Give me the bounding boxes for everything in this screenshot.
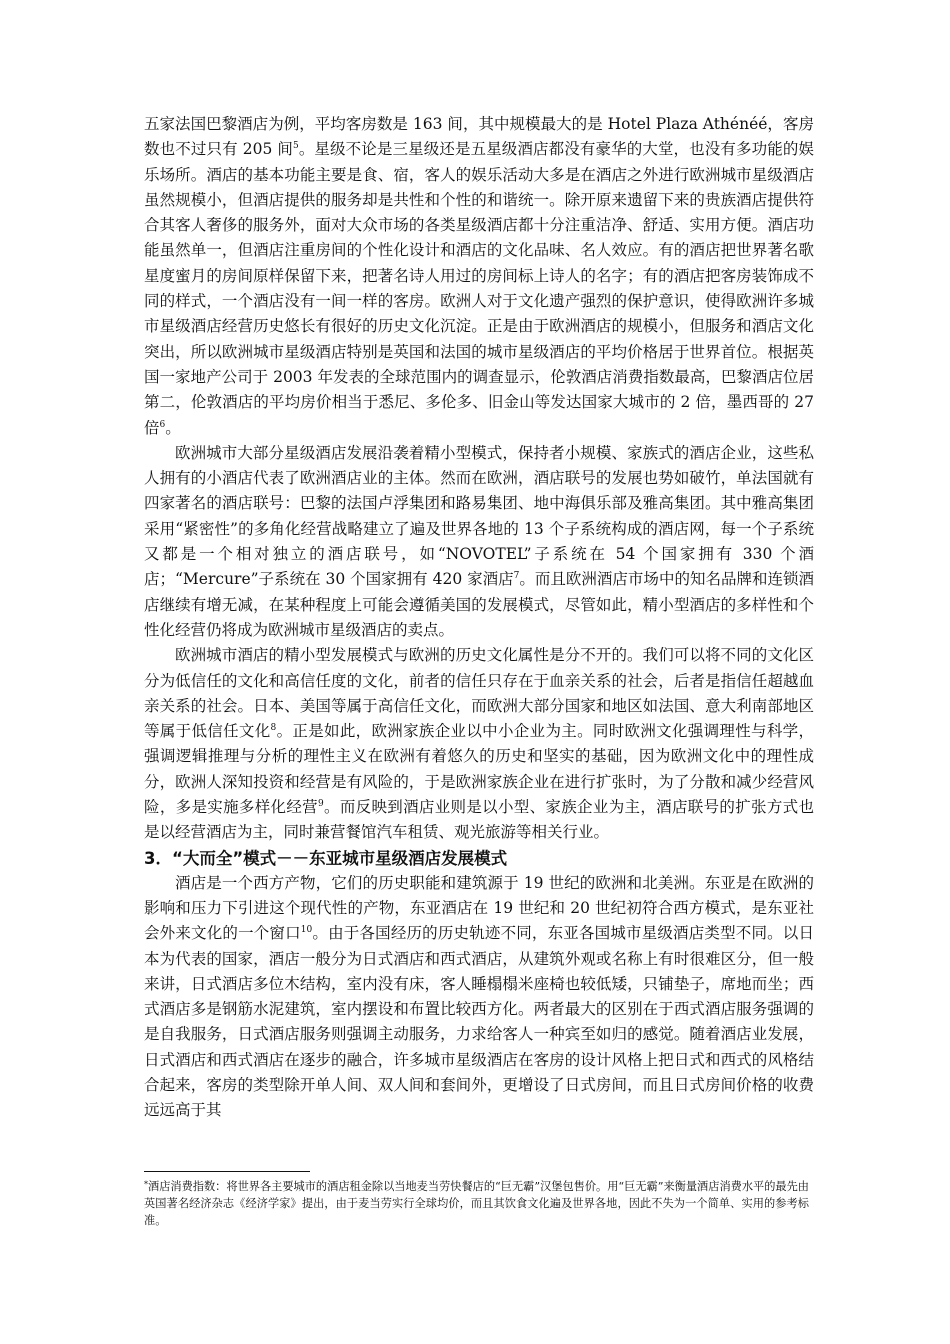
text: 。星级不论是三星级还是五星级酒店都没有豪华的大堂，也没有多功能的娱乐场所。酒店的基本功能主要是食、宿，客人的娱乐活动大多是在酒店之外进行欧洲城市星级酒店虽然规模小，但酒店提供的服务却是共性和个性的和谐统一。除开原来遗留下来的贵族酒店提供符合其客人奢侈的服务外，面对大众市场的各类星级酒店都十分注重洁净、舒适、实用方便。酒店功能虽然单一，但酒店注重房间的个性化设计和酒店的文化品味、名人效应。有的酒店把世界著名歌星度蜜月的房间原样保留下来，把著名诗人用过的房间标上诗人的名字；有的酒店把客房装饰成不同的样式，一个酒店没有一间一样的客房。欧洲人对于文化遗产强烈的保护意识，使得欧洲许多城市星级酒店经营历史悠长有很好的历史文化沉淀。正是由于欧洲酒店的规模小，但服务和酒店文化突出，所以欧洲城市星级酒店特别是英国和法国的城市星级酒店的平均价格居于世界首位。根据英国一家地产公司于 2003 年发表的全球范围内的调查显示，伦敦酒店消费指数最高，巴黎酒店位居第二，伦敦酒店的平均房价相当于悉尼、多伦多、旧金山等发达国家大城市的 2 倍，墨西哥的 27 倍 xyxy=(144,140,814,437)
document-body xyxy=(144,112,814,1124)
citation-mark: 9 xyxy=(317,799,324,810)
text: 酒店是一个西方产物，它们的历史职能和建筑源于 19 世纪的欧洲和北美洲。东亚是在欧洲的影响和压力下引进这个现代性的产物，东亚酒店在 19 世纪和 20 世纪初符合西方模式，是东亚社会外来文化的一个窗口 xyxy=(144,873,814,943)
paragraph-4 xyxy=(144,871,814,1124)
footnote-separator xyxy=(144,1171,310,1172)
paragraph-1 xyxy=(144,112,814,441)
paragraph-2 xyxy=(144,441,814,643)
footnote-mark: * xyxy=(144,1180,148,1189)
text: 。正是如此，欧洲家族企业以中小企业为主。同时欧洲文化强调理性与科学，强调逻辑推理与分析的理性主义在欧洲有着悠久的历史和坚实的基础，因为欧洲文化中的理性成分，欧洲人深知投资和经营是有风险的，于是欧洲家族企业在进行扩张时，为了分散和减少经营风险，多是实施多样化经营 xyxy=(144,722,814,817)
text: 欧洲城市大部分星级酒店发展沿袭着精小型模式，保持者小规模、家族式的酒店企业，这些私人拥有的小酒店代表了欧洲酒店业的主体。然而在欧洲，酒店联号的发展也势如破竹，单法国就有四家著名的酒店联号：巴黎的法国卢浮集团和路易集团、地中海俱乐部及雅高集团。其中雅高集团采用“紧密性”的多角化经营战略建立了遍及世界各地的 13 个子系统构成的酒店网，每一个子系统又都是一个相对独立的酒店联号，如“NOVOTEL”子系统在 54 个国家拥有 330 个酒店；“Mercure”子系统在 30 个国家拥有 420 家酒店 xyxy=(144,443,814,589)
citation-mark: 8 xyxy=(270,723,277,734)
footnote xyxy=(144,1178,809,1229)
text: 。由于各国经历的历史轨迹不同，东亚各国城市星级酒店类型不同。以日本为代表的国家，酒店一般分为日式酒店和西式酒店，从建筑外观或名称上有时很难区分，但一般来讲，日式酒店多位木结构，室内没有床，客人睡榻榻米座椅也较低矮，只铺垫子，席地而坐；西式酒店多是钢筋水泥建筑，室内摆设和布置比较西方化。两者最大的区别在于西式酒店服务强调的是自我服务，日式酒店服务则强调主动服务，力求给客人一种宾至如归的感觉。随着酒店业发展，日式酒店和西式酒店在逐步的融合，许多城市星级酒店在客房的设计风格上把日式和西式的风格结合起来，客房的类型除开单人间、双人间和套间外，更增设了日式房间，而且日式房间价格的收费远远高于其 xyxy=(144,924,814,1120)
text: 。而反映到酒店业则是以小型、家族企业为主，酒店联号的扩张方式也是以经营酒店为主，同时兼营餐馆汽车租赁、观光旅游等相关行业。 xyxy=(144,798,814,842)
text: 欧洲城市酒店的精小型发展模式与欧洲的历史文化属性是分不开的。我们可以将不同的文化区分为低信任的文化和高信任度的文化，前者的信任只存在于血亲关系的社会，后者是指信任超越血亲关系的社会。日本、美国等属于高信任文化，而欧洲大部分国家和地区如法国、意大利南部地区等属于低信任文化 xyxy=(144,646,814,741)
text: 五家法国巴黎酒店为例，平均客房数是 163 间，其中规模最大的是 Hotel Plaza Athénéé，客房数也不过只有 205 间 xyxy=(144,115,814,159)
footnote-text: 酒店消费指数：将世界各主要城市的酒店租金除以当地麦当劳快餐店的“巨无霸”汉堡包售价。用“巨无霸”来衡量酒店消费水平的最先由英国著名经济杂志《经济学家》提出，由于麦当劳实行全球均价，而且其饮食文化遍及世界各地，因此不失为一个简单、实用的参考标准。 xyxy=(144,1180,809,1227)
citation-mark: 7 xyxy=(513,571,520,582)
text: 。而且欧洲酒店市场中的知名品牌和连锁酒店继续有增无减，在某种程度上可能会遵循美国的发展模式，尽管如此，精小型酒店的多样性和个性化经营仍将成为欧洲城市星级酒店的卖点。 xyxy=(144,570,814,639)
citation-mark: 10 xyxy=(300,925,313,936)
citation-mark: 6 xyxy=(159,419,166,430)
section-heading: 3．“大而全”模式－－东亚城市星级酒店发展模式 xyxy=(144,848,508,868)
citation-mark: 5 xyxy=(292,141,299,152)
paragraph-3 xyxy=(144,643,814,845)
text: 。 xyxy=(165,418,181,437)
